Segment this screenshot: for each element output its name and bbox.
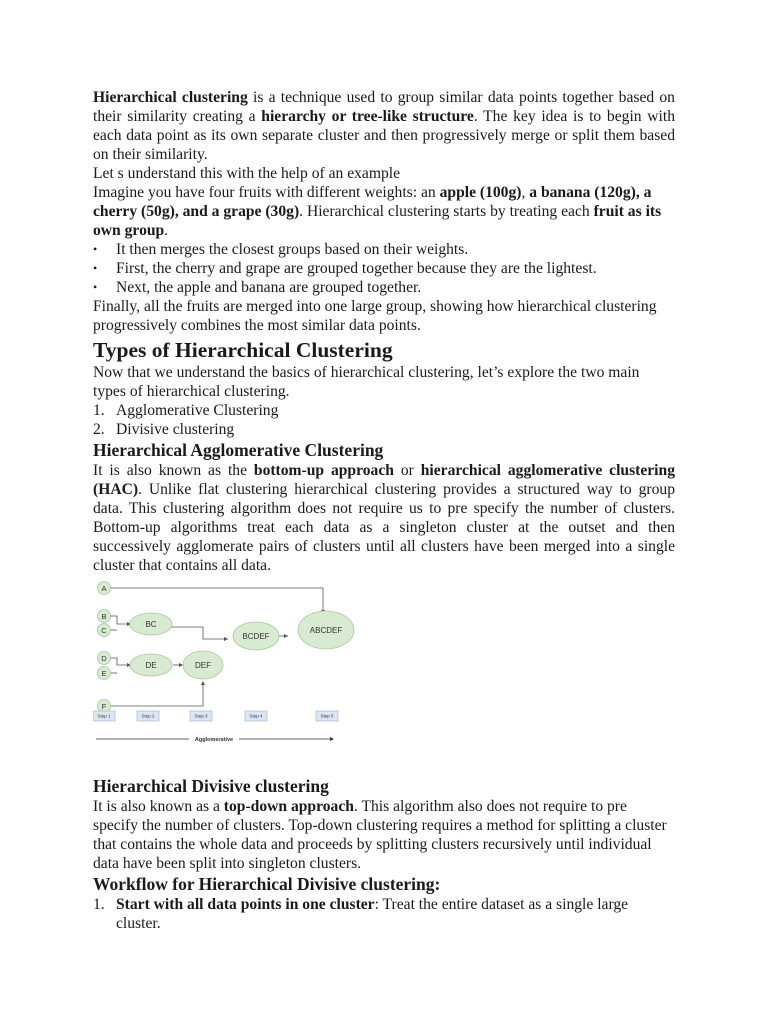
cluster-label: DE [145,661,157,670]
document-page [93,88,675,933]
cluster-label: ABCDEF [309,626,343,635]
point-label: E [101,669,107,678]
list-item: 1. Agglomerative Clustering [93,402,279,419]
intro-paragraph: Hierarchical clustering is a technique used to group similar data points together based on their similarity creating a hierarchy or tree-like structure. The key idea is to begin with each data point as its own separate cluster and then progressively merge or split them based on their similarity. [93,89,675,163]
section-heading-agglomerative: Hierarchical Agglomerative Clustering [93,440,384,460]
list-item: • Next, the apple and banana are grouped together. [93,278,675,297]
list-item: 1. Start with all data points in one cluster: Treat the entire dataset as a single large cluster. [93,896,629,932]
step-label: Step 1 [97,713,111,719]
agglomerative-arrow-label: Agglomerative [194,737,234,743]
types-list [93,401,675,439]
example-lead: Let s understand this with the help of an example [93,165,401,182]
point-label: B [101,612,107,621]
section-heading-divisive: Hierarchical Divisive clustering [93,776,329,796]
fruit-example-paragraph: Imagine you have four fruits with different weights: an apple (100g), a banana (120g), a cherry (50g), and a grape (30g). Hierarchical clustering starts by treating each fruit as its own group. [93,184,662,239]
point-label: C [101,626,107,635]
bullet-list [93,240,675,297]
point-label: A [101,584,107,593]
step-label: Step 4 [249,713,263,719]
divisive-paragraph: It is also known as a top-down approach. This algorithm also does not require to pre specify the number of clusters. Top-down clustering requires a method for splitting a cluster that contains the whole data and proceeds by splitting clusters recursively until individual data have been split into singleton clusters. [93,798,667,872]
cluster-label: BC [145,620,157,629]
point-label: F [101,702,107,711]
workflow-list [93,895,675,933]
list-item: • It then merges the closest groups based on their weights. [93,240,675,259]
types-intro: Now that we understand the basics of hierarchical clustering, let’s explore the two main types of hierarchical clustering. [93,364,640,400]
cluster-label: DEF [195,661,211,670]
agglomerative-paragraph: It is also known as the bottom-up approach or hierarchical agglomerative clustering (HAC). Unlike flat clustering hierarchical clustering provides a structured way to group data. This clustering algorithm does not require us to pre specify the number of clusters. Bottom-up algorithms treat each data as a singleton cluster at the outset and then successively agglomerate pairs of clusters until all clusters have been merged into a single cluster that contains all data. [93,462,675,574]
step-label: Step 5 [320,713,334,719]
step-label: Step 2 [141,713,155,719]
list-item: 2. Divisive clustering [93,421,235,438]
section-heading-workflow: Workflow for Hierarchical Divisive clustering: [93,874,441,894]
conclusion-paragraph: Finally, all the fruits are merged into one large group, showing how hierarchical clustering progressively combines the most similar data points. [93,298,657,334]
term-hierarchical-clustering: Hierarchical clustering [93,89,248,106]
cluster-label: BCDEF [242,632,270,641]
section-heading-types: Types of Hierarchical Clustering [93,338,393,362]
list-item: • First, the cherry and grape are grouped together because they are the lightest. [93,259,675,278]
step-label: Step 3 [194,713,208,719]
point-label: D [101,654,107,663]
agglomerative-diagram [93,579,355,747]
